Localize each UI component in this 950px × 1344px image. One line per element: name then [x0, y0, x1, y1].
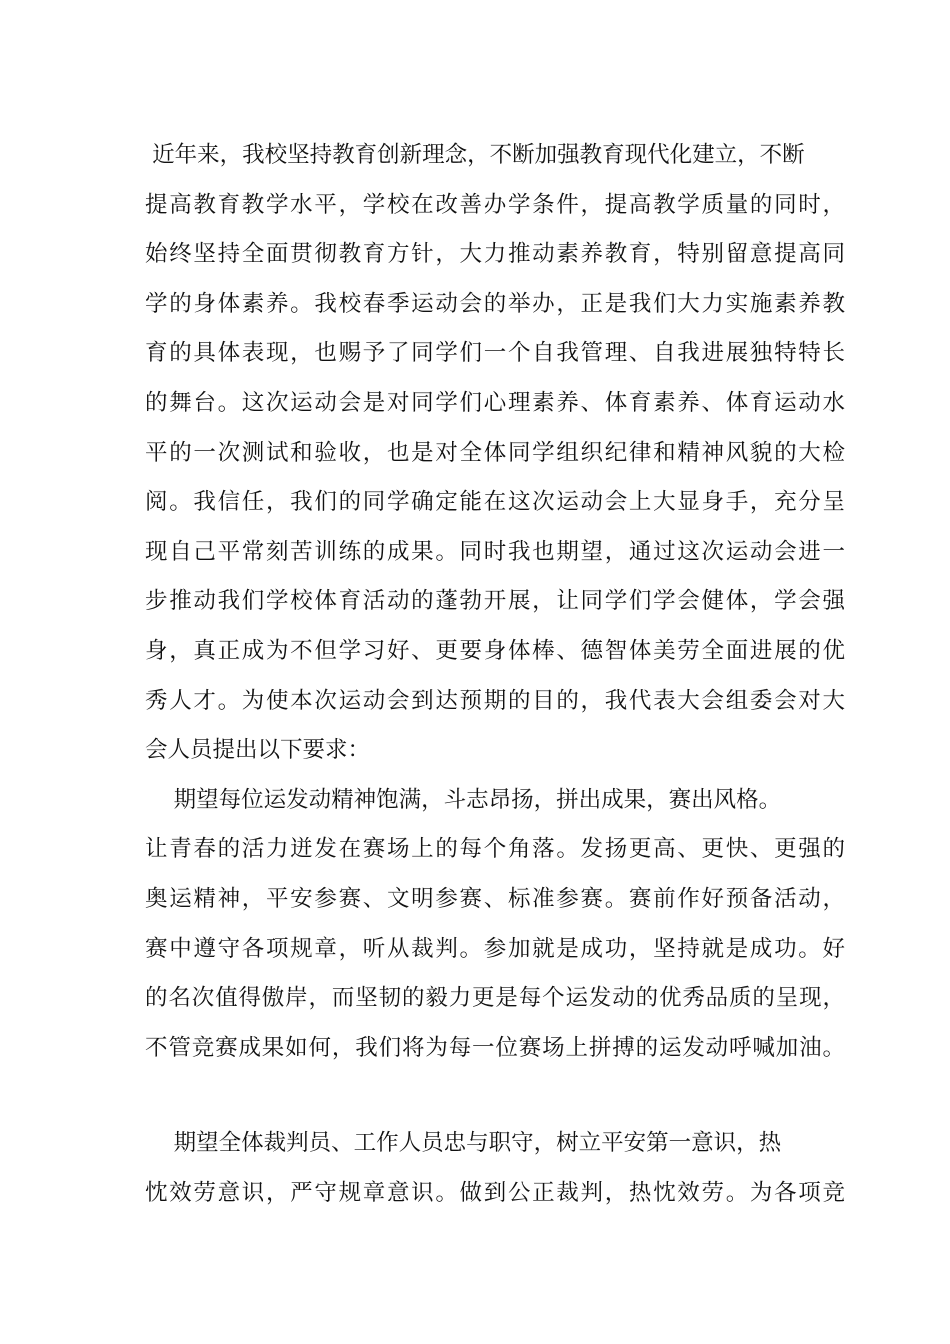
- text-line: 秀人才。为使本次运动会到达预期的目的，我代表大会组委会对大: [145, 687, 845, 714]
- text-line: 的名次值得傲岸，而坚韧的毅力更是每个运发动的优秀品质的呈现，: [145, 985, 845, 1012]
- text-line: 赛中遵守各项规章，听从裁判。参加就是成功，坚持就是成功。好: [145, 935, 845, 962]
- paragraph-3: [145, 1119, 845, 1218]
- text-line: 现自己平常刻苦训练的成果。同时我也期望，通过这次运动会进一: [145, 538, 845, 565]
- text-line: 期望全体裁判员、工作人员忠与职守，树立平安第一意识，热: [145, 1130, 782, 1157]
- text-line: 身，真正成为不但学习好、更要身体棒、德智体美劳全面进展的优: [145, 637, 845, 664]
- text-line: 让青春的活力迸发在赛场上的每个角落。发扬更高、更快、更强的: [145, 836, 845, 863]
- text-line: 奥运精神，平安参赛、文明参赛、标准参赛。赛前作好预备活动，: [145, 885, 845, 912]
- text-line: 近年来，我校坚持教育创新理念，不断加强教育现代化建立，不断: [145, 142, 805, 168]
- text-line: 始终坚持全面贯彻教育方针，大力推动素养教育，特别留意提高同: [145, 241, 845, 268]
- text-line: 阅。我信任，我们的同学确定能在这次运动会上大显身手，充分呈: [145, 489, 845, 516]
- paragraph-spacer: [145, 1073, 845, 1119]
- text-line: 平的一次测试和验收，也是对全体同学组织纪律和精神风貌的大检: [145, 439, 845, 466]
- text-line: 育的具体表现，也赐予了同学们一个自我管理、自我进展独特特长: [145, 340, 845, 367]
- paragraph-2: [145, 776, 845, 1074]
- text-line: 不管竞赛成果如何，我们将为每一位赛场上拼搏的运发动呼喊加油。: [145, 1034, 845, 1061]
- document-body: [145, 131, 845, 1218]
- text-line: 的舞台。这次运动会是对同学们心理素养、体育素养、体育运动水: [145, 389, 845, 416]
- paragraph-1: [145, 131, 845, 776]
- text-line: 期望每位运发动精神饱满，斗志昂扬，拼出成果，赛出风格。: [145, 786, 782, 813]
- text-line: 会人员提出以下要求：: [145, 737, 371, 764]
- text-line: 学的身体素养。我校春季运动会的举办，正是我们大力实施素养教: [145, 290, 845, 317]
- text-line: 步推动我们学校体育活动的蓬勃开展，让同学们学会健体，学会强: [145, 588, 845, 615]
- text-line: 忱效劳意识，严守规章意识。做到公正裁判，热忱效劳。为各项竞: [145, 1179, 845, 1206]
- text-line: 提高教育教学水平，学校在改善办学条件，提高教学质量的同时，: [145, 191, 845, 218]
